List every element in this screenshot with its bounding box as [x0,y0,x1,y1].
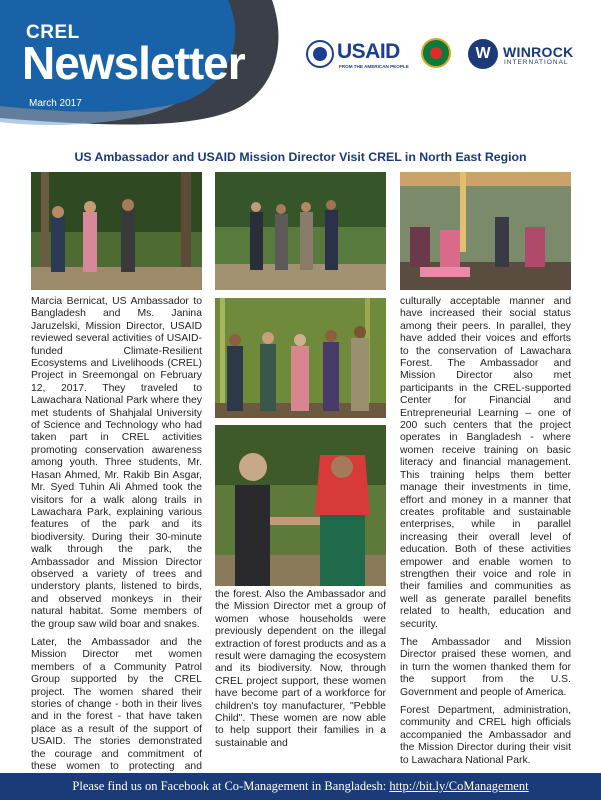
facebook-link[interactable]: http://bit.ly/CoManagement [389,779,529,793]
paragraph: culturally acceptable manner and have increased their social status among their peers. In parallel, they have added their voices and efforts to the conservation of Lawachara Forest. The Ambassador and Mission Director also met participants in the CREL-supported Center for Financial and Entrepreneurial Learning – one of 200 such centers that the project operates in Bangladesh - where women receive training on basic literacy and financial management. This training helps them better manage their investments in time, effort and money in a manner that creates profitable and sustainable enterprises, while in parallel increasing their overall level of education. Both of these activities empower and enable women to strengthen their voice and role in their families and communities as well as generate parallel benefits related to health, education and security. [400,296,571,630]
paragraph: Forest Department, administration, community and CREL high officials accompanied the Ambassador and the Mission Director during their visit to Lawachara National Park. [400,705,571,766]
article-column-2 [215,589,386,756]
photo-handshake [215,425,386,586]
article-headline: US Ambassador and USAID Mission Director Visit CREL in North East Region [74,150,527,164]
photo-forest-walk [31,172,202,290]
paragraph: The Ambassador and Mission Director praised these women, and in turn the women thanked them for the support from the U.S. Government and people of America. [400,636,571,698]
article-column-1 [31,296,202,792]
winrock-name: WINROCK [503,44,574,60]
issue-date: March 2017 [29,98,82,109]
brand-crel: CREL [26,22,80,43]
photo-students-bamboo [215,298,386,418]
usaid-logo [306,36,408,76]
paragraph: Later, the Ambassador and the Mission Director met women members of a Community Patrol Group supported by the CREL project. The women shared their stories of change - both in their lives and in the forest - that have taken place as a result of the support of USAID. The stories demonstrated the courage and commitment of these women to protecting and [31,636,202,773]
photo-women-meeting [400,172,571,290]
brand-newsletter: Newsletter [22,37,245,89]
bangladesh-government-seal-icon [421,38,451,68]
paragraph: the forest. Also the Ambassador and the Mission Director met a group of women whose households were previously dependent on the illegal extraction of forest products and as a result were damaging the ecosystem and its biodiversity. Now, through CREL project support, these women have become part of a workforce for children's toy manufacturer, "Pebble Child". These women are now able to help support their families in a sustainable and [215,589,386,749]
usaid-name: USAID [337,40,400,63]
article-column-3 [400,296,571,773]
masthead [0,0,601,150]
paragraph: Marcia Bernicat, US Ambassador to Bangladesh and Ms. Janina Jaruzelski, Mission Director, USAID reviewed several activities of USAID-funded Climate-Resilient Ecosystems and Livelihoods (CREL) Project in Sreemongal on February 12, 2017. They traveled to Lawachara National Park where they met students of Shahjalal University of Science and Technology who had taken part in CREL activities promoting conservation awareness among youth. Three students, Mr. Hasan Ahmed, Mr. Rakib Bin Asgar, Mr. Syed Tuhin Ali Ahmed took the visitors for a walk along trails in Lawachara Park, explaining various features of the park and its biodiversity. During their 30-minute walk through the park, the Ambassador and Mission Director observed a variety of trees and understory plants, listened to birds, and observed monkeys in their natural habitat. Some members of the group saw wild boar and snakes. [31,296,202,630]
winrock-subtitle: INTERNATIONAL [504,59,569,66]
usaid-seal-icon [306,40,334,68]
winrock-mark-icon: W [468,39,498,69]
photo-group-on-trail [215,172,386,290]
footer-bar [0,773,601,800]
winrock-logo [468,39,580,71]
footer-text: Please find us on Facebook at Co-Management in Bangladesh: [72,779,390,793]
usaid-tagline: FROM THE AMERICAN PEOPLE [339,64,409,69]
